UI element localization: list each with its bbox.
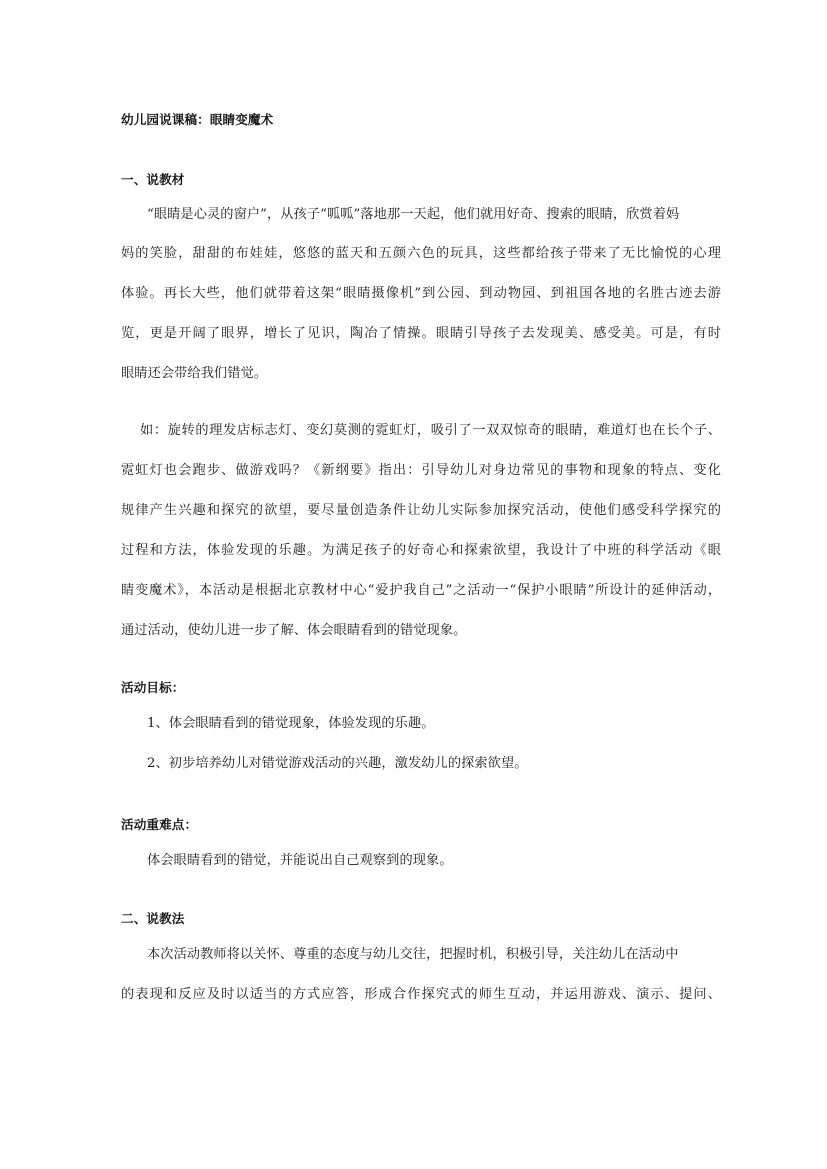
section1-heading: 一、说教材 xyxy=(121,172,185,187)
paragraph-line: 通过活动，使幼儿进一步了解、体会眼睛看到的错觉现象。 xyxy=(121,623,467,638)
key-points-text: 体会眼睛看到的错觉，并能说出自己观察到的现象。 xyxy=(147,853,453,868)
document-title: 幼儿园说课稿：眼睛变魔术 xyxy=(121,112,274,127)
paragraph-line: 览，更是开阔了眼界，增长了见识，陶冶了情操。眼睛引导孩子去发现美、感受美。可是，有时 xyxy=(121,326,721,341)
paragraph-line: 的表现和反应及时以适当的方式应答，形成合作探究式的师生互动，并运用游戏、演示、提问、 xyxy=(121,987,721,1002)
goal-item: 2、初步培养幼儿对错觉游戏活动的兴趣，激发幼儿的探索欲望。 xyxy=(147,756,528,771)
paragraph-line: 体验。再长大些，他们就带着这架“眼睛摄像机”到公园、到动物园、到祖国各地的名胜古迹去游 xyxy=(121,286,721,301)
paragraph-line: 规律产生兴趣和探究的欲望，要尽量创造条件让幼儿实际参加探究活动，使他们感受科学探究的 xyxy=(121,503,721,518)
paragraph-line: 如：旋转的理发店标志灯、变幻莫测的霓虹灯，吸引了一双双惊奇的眼睛，难道灯也在长个子、 xyxy=(140,423,721,438)
paragraph-line: 过程和方法，体验发现的乐趣。为满足孩子的好奇心和探索欲望，我设计了中班的科学活动《眼 xyxy=(121,543,721,558)
paragraph-line: “眼睛是心灵的窗户”，从孩子“呱呱”落地那一天起，他们就用好奇、搜索的眼睛，欣赏着妈 xyxy=(147,207,680,222)
section2-heading: 二、说教法 xyxy=(121,911,185,926)
paragraph-line: 本次活动教师将以关怀、尊重的态度与幼儿交往，把握时机，积极引导，关注幼儿在活动中 xyxy=(147,947,679,962)
paragraph-line: 霓虹灯也会跑步、做游戏吗？《新纲要》指出：引导幼儿对身边常见的事物和现象的特点、变化 xyxy=(121,463,721,478)
paragraph-line: 眼睛还会带给我们错觉。 xyxy=(121,366,268,381)
key-points-heading: 活动重难点： xyxy=(121,817,198,832)
goal-item: 1、体会眼睛看到的错觉现象，体验发现的乐趣。 xyxy=(147,716,435,731)
paragraph-line: 睛变魔术》，本活动是根据北京教材中心“爱护我自己”之活动一“保护小眼睛”所设计的延伸活动， xyxy=(121,583,721,598)
paragraph-line: 妈的笑脸，甜甜的布娃娃，悠悠的蓝天和五颜六色的玩具，这些都给孩子带来了无比愉悦的心理 xyxy=(121,246,721,261)
goals-heading: 活动目标： xyxy=(121,680,185,695)
